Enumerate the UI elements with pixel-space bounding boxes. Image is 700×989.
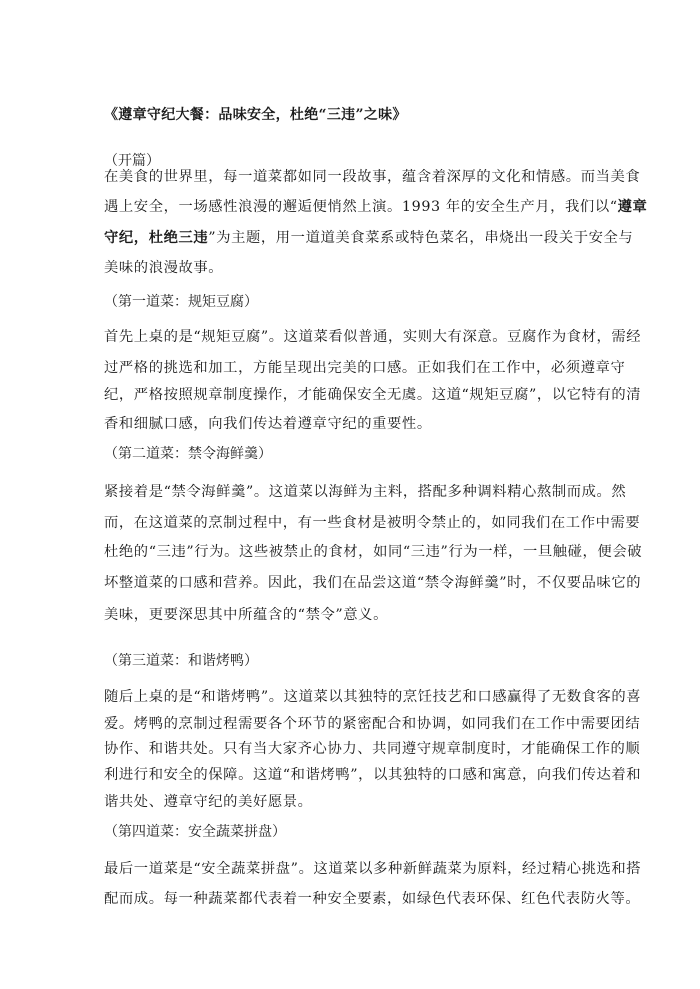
paragraph-line: 美味，更要深思其中所蕴含的“禁令”意义。	[104, 607, 388, 623]
paragraph-line: 配而成。每一种蔬菜都代表着一种安全要素，如绿色代表环保、红色代表防火等。	[104, 891, 641, 907]
paragraph-line: 协作、和谐共处。只有当大家齐心协力、共同遵守规章制度时，才能确保工作的顺	[104, 741, 641, 757]
text-run: 遇上安全，一场感性浪漫的邂逅便悄然上演。1993 年的安全生产月，我们以“	[104, 199, 618, 215]
paragraph-line: 杜绝的“三违”行为。这些被禁止的食材，如同“三违”行为一样，一旦触碰，便会破	[104, 544, 643, 560]
paragraph-line: 在美食的世界里，每一道菜都如同一段故事，蕴含着深厚的文化和情感。而当美食	[104, 169, 641, 185]
section-heading-dish-2: （第二道菜：禁令海鲜羹）	[104, 446, 272, 462]
paragraph-line: 而，在这道菜的烹制过程中，有一些食材是被明令禁止的，如同我们在工作中需要	[104, 515, 641, 531]
paragraph-line: 最后一道菜是“安全蔬菜拼盘”。这道菜以多种新鲜蔬菜为原料，经过精心挑选和搭	[104, 861, 642, 877]
paragraph-line: 坏整道菜的口感和营养。因此，我们在品尝这道“禁令海鲜羹”时，不仅要品味它的	[104, 575, 642, 591]
text-run: ”为主题，用一道道美食菜系或特色菜名，串烧出一段关于安全与	[208, 230, 634, 246]
section-heading-dish-3: （第三道菜：和谐烤鸭）	[104, 653, 258, 669]
section-heading-dish-1: （第一道菜：规矩豆腐）	[104, 294, 258, 310]
emphasis-text: 遵章	[617, 199, 648, 215]
section-heading-opening: （开篇）	[104, 153, 160, 169]
paragraph-line: 香和细腻口感，向我们传达着遵章守纪的重要性。	[104, 416, 432, 432]
paragraph-line: 爱。烤鸭的烹制过程需要各个环节的紧密配合和协调，如同我们在工作中需要团结	[104, 716, 641, 732]
paragraph-line: 美味的浪漫故事。	[104, 260, 224, 276]
paragraph-line: 首先上桌的是“规矩豆腐”。这道菜看似普通，实则大有深意。豆腐作为食材，需经	[104, 329, 642, 345]
paragraph-line	[104, 227, 634, 247]
paragraph-line: 过严格的挑选和加工，方能呈现出完美的口感。正如我们在工作中，必须遵章守	[104, 360, 626, 376]
paragraph-line	[104, 196, 648, 216]
emphasis-text: 守纪，杜绝三违	[104, 230, 209, 246]
section-heading-dish-4: （第四道菜：安全蔬菜拼盘）	[104, 824, 286, 840]
document-title: 《遵章守纪大餐：品味安全，杜绝“三违”之味》	[104, 107, 407, 123]
paragraph-line: 谐共处、遵章守纪的美好愿景。	[104, 794, 313, 810]
paragraph-line: 紧接着是“禁令海鲜羹”。这道菜以海鲜为主料，搭配多种调料精心熬制而成。然	[104, 484, 627, 500]
paragraph-line: 纪，严格按照规章制度操作，才能确保安全无虞。这道“规矩豆腐”，以它特有的清	[104, 387, 642, 403]
paragraph-line: 利进行和安全的保障。这道“和谐烤鸭”，以其独特的口感和寓意，向我们传达着和	[104, 767, 642, 783]
paragraph-line: 随后上桌的是“和谐烤鸭”。这道菜以其独特的烹饪技艺和口感赢得了无数食客的喜	[104, 689, 642, 705]
